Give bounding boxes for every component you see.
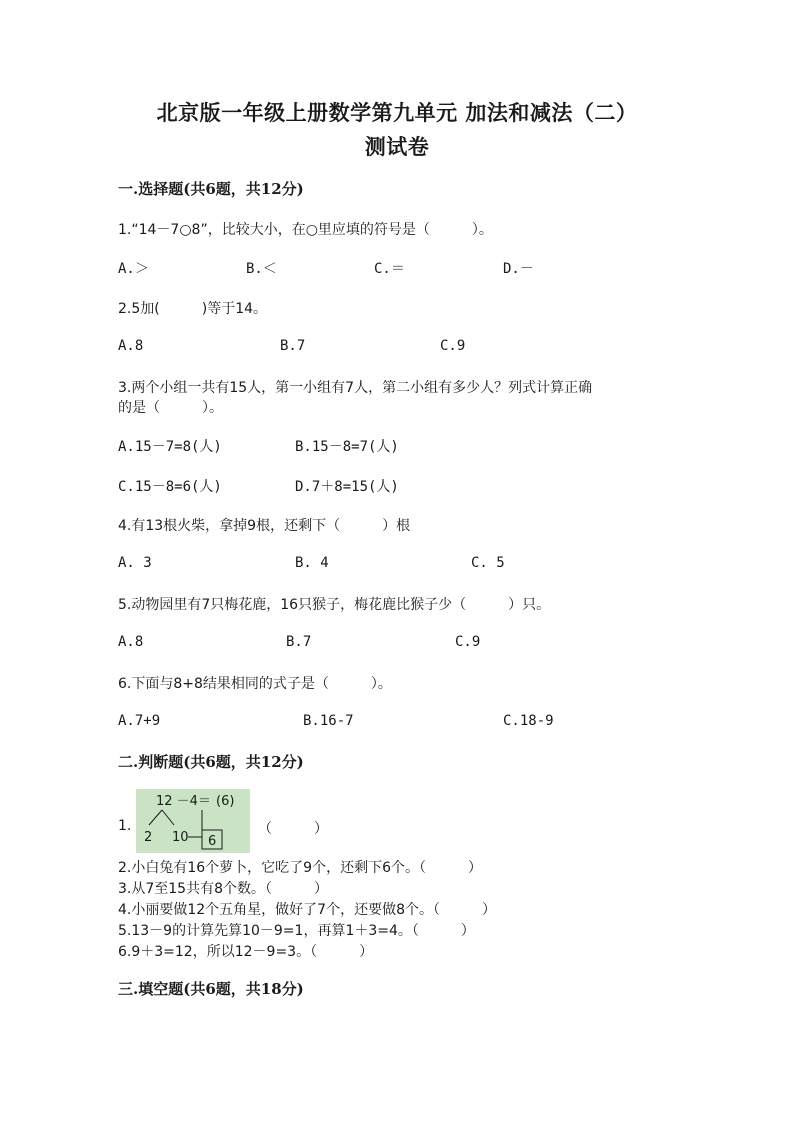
question-6: 6.下面与8+8结果相同的式子是（ ）。 bbox=[118, 676, 392, 692]
section-judge-heading: 二.判断题(共6题，共12分) bbox=[118, 753, 304, 771]
q1-option-a: A.＞ bbox=[118, 261, 149, 277]
q1-option-c: C.＝ bbox=[374, 261, 405, 277]
diagram-answer: (6) bbox=[216, 794, 235, 809]
diagram-equation: 12 －4＝ bbox=[156, 794, 211, 809]
subtraction-split-diagram bbox=[136, 789, 250, 853]
judge-question-2: 2.小白兔有16个萝卜，它吃了9个，还剩下6个。（ ） bbox=[118, 860, 482, 876]
q5-option-a: A.8 bbox=[118, 634, 144, 650]
judge-question-4: 4.小丽要做12个五角星，做好了7个，还要做8个。（ ） bbox=[118, 902, 496, 918]
diagram-left-number: 2 bbox=[144, 830, 153, 845]
q1-option-b: B.＜ bbox=[246, 261, 277, 277]
q3-option-b: B.15－8=7(人) bbox=[295, 439, 399, 455]
section-choice-heading: 一.选择题(共6题，共12分) bbox=[118, 180, 304, 198]
page-title: 北京版一年级上册数学第九单元 加法和减法（二） bbox=[156, 100, 638, 125]
question-1: 1.“14－7○8”，比较大小，在○里应填的符号是（ ）。 bbox=[118, 222, 493, 238]
q4-option-a: A. 3 bbox=[118, 555, 152, 571]
judge-question-3: 3.从7至15共有8个数。（ ） bbox=[118, 881, 328, 897]
q5-option-b: B.7 bbox=[286, 634, 312, 650]
q6-option-a: A.7+9 bbox=[118, 713, 161, 729]
q1-option-d: D.－ bbox=[503, 261, 534, 277]
q2-option-c: C.9 bbox=[440, 338, 466, 354]
q3-option-d: D.7＋8=15(人) bbox=[295, 479, 399, 495]
question-3-cont: 的是（ ）。 bbox=[118, 400, 223, 416]
page-subtitle: 测试卷 bbox=[364, 134, 430, 159]
section-fill-heading: 三.填空题(共6题，共18分) bbox=[118, 980, 304, 998]
question-5: 5.动物园里有7只梅花鹿，16只猴子，梅花鹿比猴子少（ ）只。 bbox=[118, 597, 551, 613]
question-4: 4.有13根火柴，拿掉9根，还剩下（ ）根 bbox=[118, 518, 411, 534]
q2-option-a: A.8 bbox=[118, 338, 144, 354]
q4-option-c: C. 5 bbox=[471, 555, 505, 571]
q2-option-b: B.7 bbox=[280, 338, 306, 354]
q5-option-c: C.9 bbox=[455, 634, 481, 650]
q3-option-a: A.15－7=8(人) bbox=[118, 439, 222, 455]
q3-option-c: C.15－8=6(人) bbox=[118, 479, 222, 495]
question-2: 2.5加( )等于14。 bbox=[118, 301, 268, 317]
judge-q1-number: 1. bbox=[118, 818, 132, 834]
question-3: 3.两个小组一共有15人，第一小组有7人，第二小组有多少人？列式计算正确 bbox=[118, 380, 593, 396]
diagram-branch-right bbox=[162, 810, 174, 825]
q4-option-b: B. 4 bbox=[295, 555, 329, 571]
judge-q1-blank: （ ） bbox=[258, 821, 328, 837]
judge-question-6: 6.9＋3=12，所以12－9=3。（ ） bbox=[118, 944, 374, 960]
diagram-branch-left bbox=[149, 810, 162, 825]
q6-option-c: C.18-9 bbox=[503, 713, 554, 729]
diagram-box-number: 6 bbox=[208, 834, 217, 849]
q6-option-b: B.16-7 bbox=[303, 713, 354, 729]
judge-question-5: 5.13－9的计算先算10－9=1，再算1＋3=4。（ ） bbox=[118, 923, 475, 939]
diagram-mid-number: 10 bbox=[172, 830, 189, 845]
